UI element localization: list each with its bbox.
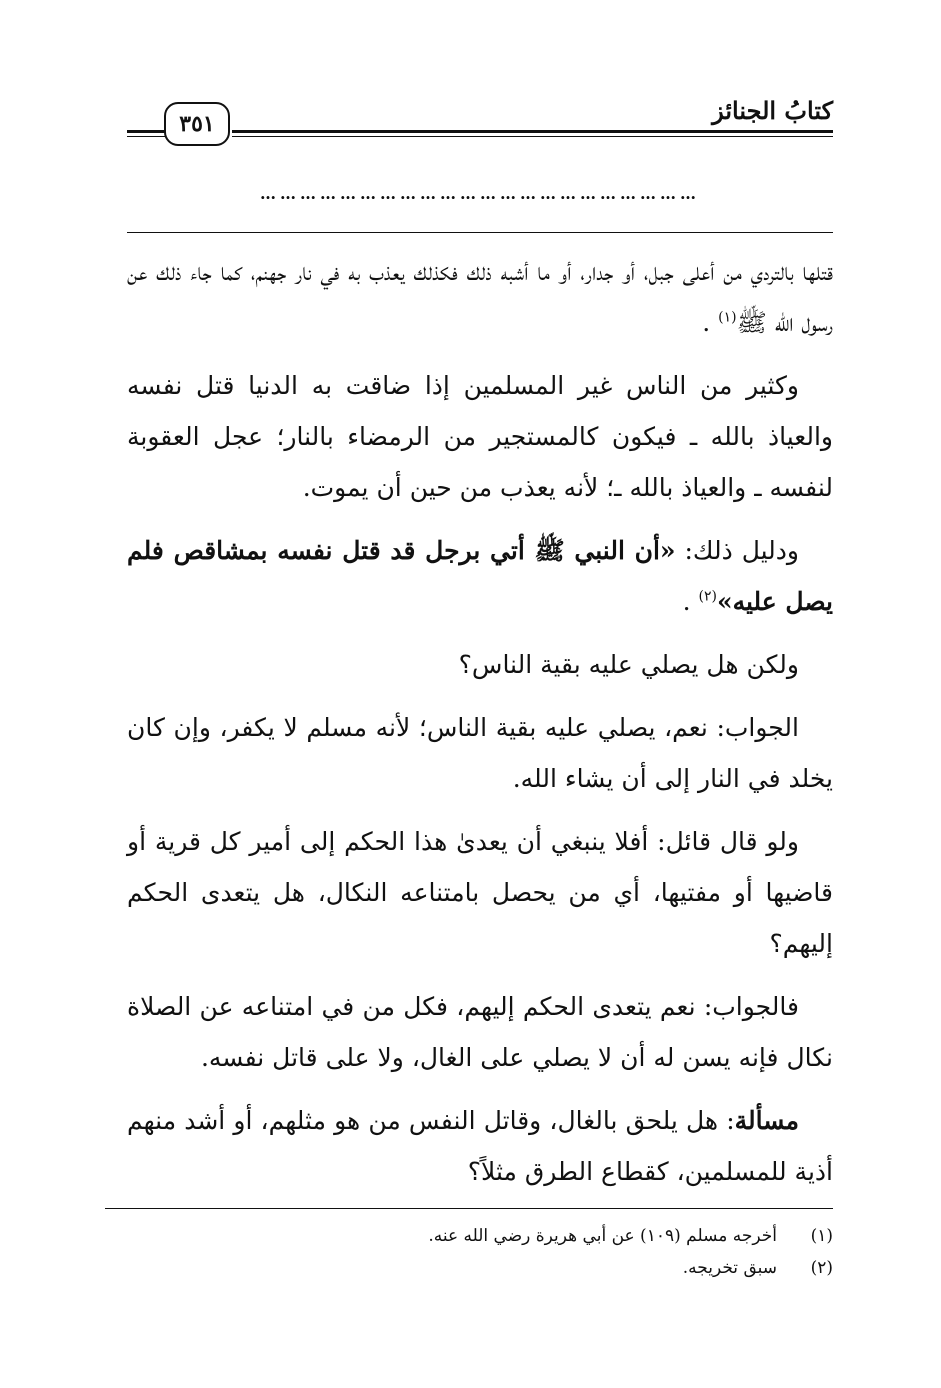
header-rule [127, 130, 165, 133]
question-text: : هل يلحق بالغال، وقاتل النفس من هو مثلهم، أو أشد منهم أذية للمسلمين، كقطاع الطرق مثلاً؟ [127, 1106, 833, 1186]
header-rule [232, 136, 833, 137]
sentence-end: . [682, 587, 691, 616]
page-number: ٣٥١ [164, 102, 230, 146]
footnote-rule [105, 1208, 833, 1209]
paragraph-text: قتلها بالتردي من أعلى جبل، أو جدار، أو ما أشبه ذلك فكذلك يعذب به في نار جهنم، كما جاء ذلك عن رسول الله ﷺ [127, 257, 833, 337]
header-rule [232, 130, 833, 133]
paragraph-question [127, 1095, 833, 1197]
hadith-quote: «أن النبي ﷺ أتي برجل قد قتل نفسه بمشاقص فلم يصل عليه» [127, 536, 833, 616]
paragraph: الجواب: نعم، يصلي عليه بقية الناس؛ لأنه مسلم لا يكفر، وإن كان يخلد في النار إلى أن يشاء الله. [127, 713, 833, 793]
evidence-lead: ودليل ذلك: [675, 536, 800, 565]
footnote-number: (٢) [810, 1258, 833, 1278]
footnote-text: سبق تخريجه. [682, 1258, 777, 1278]
main-text [127, 246, 833, 1209]
paragraph-evidence [127, 525, 833, 627]
paragraph: ولو قال قائل: أفلا ينبغي أن يعدىٰ هذا الحكم إلى أمير كل قرية أو قاضيها أو مفتيها، أي من يحصل بامتناعه النكال، هل يتعدى الحكم إليهم؟ [127, 827, 833, 958]
footnote-text: أخرجه مسلم (١٠٩) عن أبي هريرة رضي الله عنه. [428, 1226, 777, 1246]
question-label: مسألة [734, 1106, 799, 1135]
header-rule [127, 136, 165, 137]
dotted-separator: ………………………………………………………… [260, 184, 700, 203]
paragraph: ولكن هل يصلي عليه بقية الناس؟ [458, 650, 799, 679]
footnotes [127, 1220, 833, 1284]
footnote-ref: (٢) [698, 588, 717, 605]
footnote [127, 1252, 833, 1284]
sentence-end: . [702, 308, 711, 337]
paragraph [127, 246, 833, 348]
footnote [127, 1220, 833, 1252]
running-head-title: كتابُ الجنائز [712, 96, 833, 125]
paragraph: فالجواب: نعم يتعدى الحكم إليهم، فكل من في امتناعه عن الصلاة نكال فإنه يسن له أن لا يصلي على الغال، ولا على قاتل نفسه. [127, 992, 833, 1072]
footnote-number: (١) [810, 1226, 833, 1246]
text-top-rule [127, 232, 833, 233]
footnote-ref: (١) [718, 309, 737, 326]
paragraph: وكثير من الناس غير المسلمين إذا ضاقت به الدنيا قتل نفسه والعياذ بالله ـ فيكون كالمستجير من الرمضاء بالنار؛ عجل العقوبة لنفسه ـ والعياذ بالله ـ؛ لأنه يعذب من حين أن يموت. [127, 371, 833, 502]
